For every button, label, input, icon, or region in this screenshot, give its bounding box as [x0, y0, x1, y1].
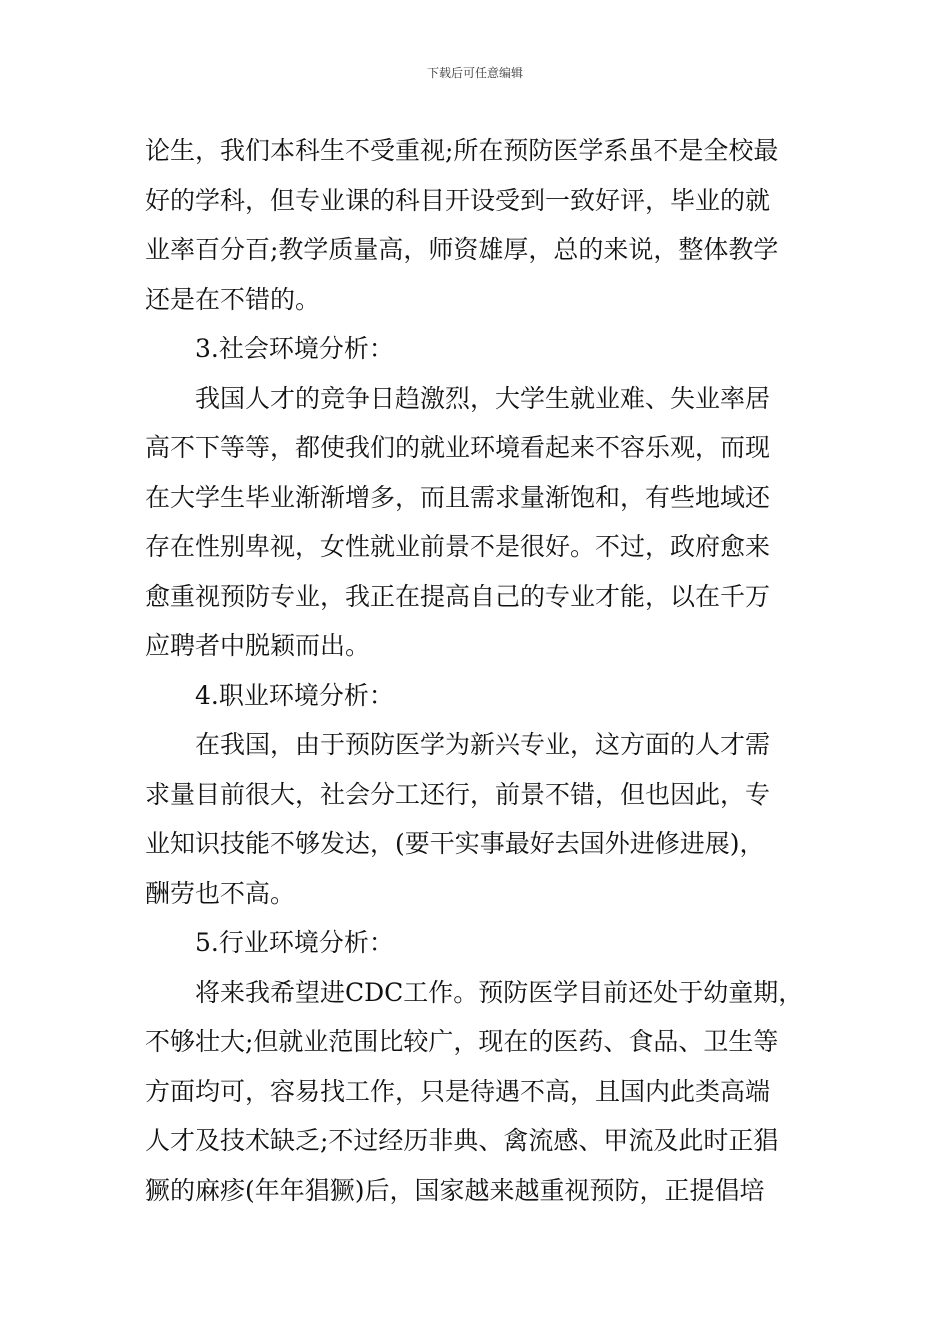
- text-line: 方面均可，容易找工作，只是待遇不高，且国内此类高端: [145, 1076, 771, 1106]
- text-line: 不够壮大;但就业范围比较广，现在的医药、食品、卫生等: [145, 1027, 779, 1056]
- text-line: 应聘者中脱颖而出。: [145, 631, 371, 660]
- page-header: 下载后可任意编辑: [426, 66, 523, 80]
- text-line: 在我国，由于预防医学为新兴专业，这方面的人才需: [195, 730, 771, 759]
- text-line: 存在性别卑视，女性就业前景不是很好。不过，政府愈来: [145, 532, 771, 561]
- text-line: 论生，我们本科生不受重视;所在预防医学系虽不是全校最: [145, 136, 779, 165]
- text-line: 业知识技能不够发达，(要干实事最好去国外进修进展)，: [145, 829, 765, 858]
- text-line: 我国人才的竞争日趋激烈，大学生就业难、失业率居: [195, 383, 771, 413]
- section-heading-career-environment: 4.职业环境分析：: [195, 680, 394, 710]
- paragraph-education-environment: [145, 126, 807, 324]
- text-line: 愈重视预防专业，我正在提高自己的专业才能，以在千万: [145, 581, 771, 611]
- section-heading-industry-environment: 5.行业环境分析：: [195, 928, 394, 957]
- text-line: 在大学生毕业渐渐增多，而且需求量渐饱和，有些地域还: [145, 482, 771, 512]
- text-line: 酬劳也不高。: [145, 878, 296, 908]
- text-line: 还是在不错的。: [145, 284, 321, 314]
- text-line: 求量目前很大，社会分工还行，前景不错，但也因此，专: [145, 779, 771, 809]
- paragraph-industry-environment: [145, 968, 807, 1216]
- text-line: 好的学科，但专业课的科目开设受到一致好评，毕业的就: [145, 185, 771, 215]
- text-line: 业率百分百;教学质量高，师资雄厚，总的来说，整体教学: [145, 235, 779, 264]
- text-line: 高不下等等，都使我们的就业环境看起来不容乐观，而现: [145, 433, 771, 462]
- text-line: 人才及技术缺乏;不过经历非典、禽流感、甲流及此时正猖: [145, 1126, 779, 1155]
- document-body: [145, 126, 807, 1215]
- text-line: 将来我希望进CDC工作。预防医学目前还处于幼童期，: [195, 977, 804, 1007]
- paragraph-career-environment: [145, 720, 807, 918]
- section-heading-social-environment: 3.社会环境分析：: [195, 334, 394, 363]
- paragraph-social-environment: [145, 374, 807, 671]
- text-line: 獗的麻疹(年年猖獗)后，国家越来越重视预防，正提倡培: [145, 1175, 765, 1205]
